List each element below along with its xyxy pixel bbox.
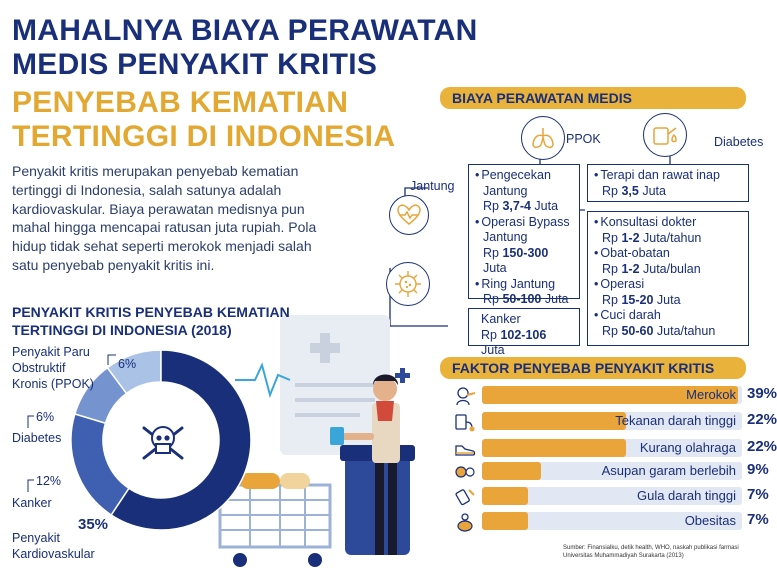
pie-label-ppok-line-3: Kronis (PPOK): [12, 377, 94, 391]
factor-bar-label: Kurang olahraga: [639, 440, 736, 455]
cost-prefix: Rp: [483, 245, 503, 260]
smoking-icon: [454, 386, 476, 406]
pie-label-diabetes: Diabetes: [12, 431, 62, 445]
diabetes-cost-box: [587, 211, 749, 346]
diabetes-item-4-cost: 50-60: [621, 323, 654, 338]
intro-paragraph: Penyakit kritis merupakan penyebab kematian tertinggi di Indonesia, salah satunya adalah kardiovaskular. Biaya perawatan medisnya pun mahal hingga mencapai ratusan juta rupiah. Pola hidup tidak sehat seperti merokok menjadi salah satu penyebab penyakit kritis ini.: [12, 163, 317, 273]
biaya-heading: BIAYA PERAWATAN MEDIS: [452, 90, 632, 106]
jantung-item-2-name-2: Jantung: [483, 230, 528, 244]
factor-bar-value: 7%: [747, 511, 769, 528]
virus-icon: [386, 262, 430, 306]
diabetes-icon: [643, 113, 687, 157]
diabetes-item-2-name: • Obat-obatan: [594, 246, 742, 262]
factor-bar-value: 39%: [747, 385, 777, 402]
factor-bar-value: 22%: [747, 411, 777, 428]
factor-bar-row: [482, 511, 769, 530]
heart-icon: [389, 195, 429, 235]
cost-prefix: Rp: [602, 183, 622, 198]
factor-bar-fill: [482, 462, 541, 480]
diabetes-item-1-cost: 1-2: [621, 230, 640, 245]
jantung-item-3-name: • Ring Jantung: [475, 277, 573, 293]
factor-bar-row: [482, 461, 769, 480]
pie-value-kardio: 35%: [78, 516, 109, 533]
jantung-item-1-name-2: Jantung: [483, 183, 528, 198]
pie-heading-line-1: PENYAKIT KRITIS PENYEBAB KEMATIAN: [12, 304, 290, 320]
factor-bar-label: Merokok: [686, 387, 736, 402]
diabetes-label: Diabetes: [714, 135, 764, 149]
skull-icon: [140, 422, 186, 462]
jantung-item-1-name: • Pengecekan: [475, 168, 573, 184]
cost-suffix: Juta: [481, 343, 505, 357]
jantung-item-1-cost: 3,7-4: [502, 199, 531, 213]
pie-leader-lines: [0, 340, 140, 540]
cost-prefix: Rp: [481, 327, 501, 342]
factor-bar-value: 22%: [747, 438, 777, 455]
cost-prefix: Rp: [602, 323, 622, 338]
jantung-item-2-cost: 150-300: [502, 245, 549, 260]
ppok-cost-box: [587, 164, 749, 202]
cost-prefix: Rp: [483, 292, 503, 306]
cost-prefix: Rp: [602, 230, 622, 245]
diabetes-item-3-cost: 15-20: [621, 292, 654, 307]
factor-bar-value: 9%: [747, 461, 769, 478]
factor-bar-value: 7%: [747, 486, 769, 503]
title-line-1: MAHALNYA BIAYA PERAWATAN: [12, 14, 478, 47]
factor-bar-label: Gula darah tinggi: [636, 488, 736, 503]
cost-suffix: Juta: [638, 183, 666, 198]
jantung-item-2-name: • Operasi Bypass: [475, 215, 573, 231]
cost-suffix: Juta/tahun: [639, 230, 702, 245]
cost-prefix: Rp: [602, 292, 622, 307]
pie-label-ppok-line-1: Penyakit Paru: [12, 345, 90, 359]
source-note: Sumber: Finansialku, detik health, WHO, naskah publikasi farmasi Universitas Muhammadiyah Surakarta (2013): [563, 545, 739, 559]
faktor-heading: FAKTOR PENYEBAB PENYAKIT KRITIS: [452, 360, 715, 376]
cost-suffix: Juta: [483, 261, 507, 275]
diabetes-item-2-cost: 1-2: [621, 261, 640, 276]
jantung-item-3-cost: 50-100: [502, 292, 542, 306]
ppok-label: PPOK: [566, 132, 601, 146]
factor-bar-row: [482, 411, 777, 430]
pie-value-ppok: 6%: [118, 357, 137, 371]
kanker-cost: 102-106: [500, 327, 547, 342]
factor-bar-row: [482, 486, 769, 505]
cost-suffix: Juta: [653, 292, 681, 307]
cost-suffix: Juta/tahun: [653, 323, 716, 338]
diabetes-item-3-name: • Operasi: [594, 277, 742, 293]
cost-suffix: Juta: [541, 292, 569, 306]
salt-icon: [454, 462, 476, 482]
ppok-item-name: • Terapi dan rawat inap: [594, 168, 742, 184]
factor-bar-fill: [482, 412, 626, 430]
blood-pressure-icon: [454, 412, 476, 432]
cost-prefix: Rp: [483, 199, 503, 213]
kanker-name: Kanker: [481, 312, 521, 326]
cost-suffix: Juta: [530, 199, 559, 213]
title-line-3: PENYEBAB KEMATIAN: [12, 86, 349, 119]
plus-icon: [395, 368, 410, 383]
pie-label-kanker: Kanker: [12, 496, 52, 510]
factor-bar-fill: [482, 439, 626, 457]
factor-bar-label: Tekanan darah tinggi: [615, 413, 736, 428]
factor-bar-row: [482, 385, 777, 404]
factor-bar-label: Asupan garam berlebih: [601, 463, 736, 478]
diabetes-item-1-name: • Konsultasi dokter: [594, 215, 742, 231]
cost-prefix: Rp: [602, 261, 622, 276]
glucose-meter-icon: [454, 487, 476, 507]
lungs-icon: [521, 116, 565, 160]
pie-label-kardio-line-2: Kardiovaskular: [12, 547, 95, 561]
factor-bar-label: Obesitas: [684, 513, 736, 528]
title-line-4: TERTINGGI DI INDONESIA: [12, 120, 396, 153]
ppok-item-cost: 3,5: [621, 183, 639, 198]
sneaker-icon: [454, 439, 476, 459]
jantung-label: Jantung: [410, 179, 455, 193]
pie-heading-line-2: TERTINGGI DI INDONESIA (2018): [12, 322, 232, 338]
kanker-cost-box: [468, 308, 580, 357]
obesity-icon: [454, 512, 476, 532]
pie-value-kanker: 12%: [36, 474, 62, 488]
factor-bar-fill: [482, 512, 528, 530]
factor-bar-fill: [482, 487, 528, 505]
pie-label-kardio-line-1: Penyakit: [12, 531, 60, 545]
title-line-2: MEDIS PENYAKIT KRITIS: [12, 48, 378, 81]
pie-value-diabetes: 6%: [36, 410, 55, 424]
pie-label-ppok-line-2: Obstruktif: [12, 361, 66, 375]
diabetes-item-4-name: • Cuci darah: [594, 308, 742, 324]
jantung-cost-box: [468, 164, 580, 306]
factor-bar-row: [482, 438, 777, 457]
cost-suffix: Juta/bulan: [639, 261, 701, 276]
